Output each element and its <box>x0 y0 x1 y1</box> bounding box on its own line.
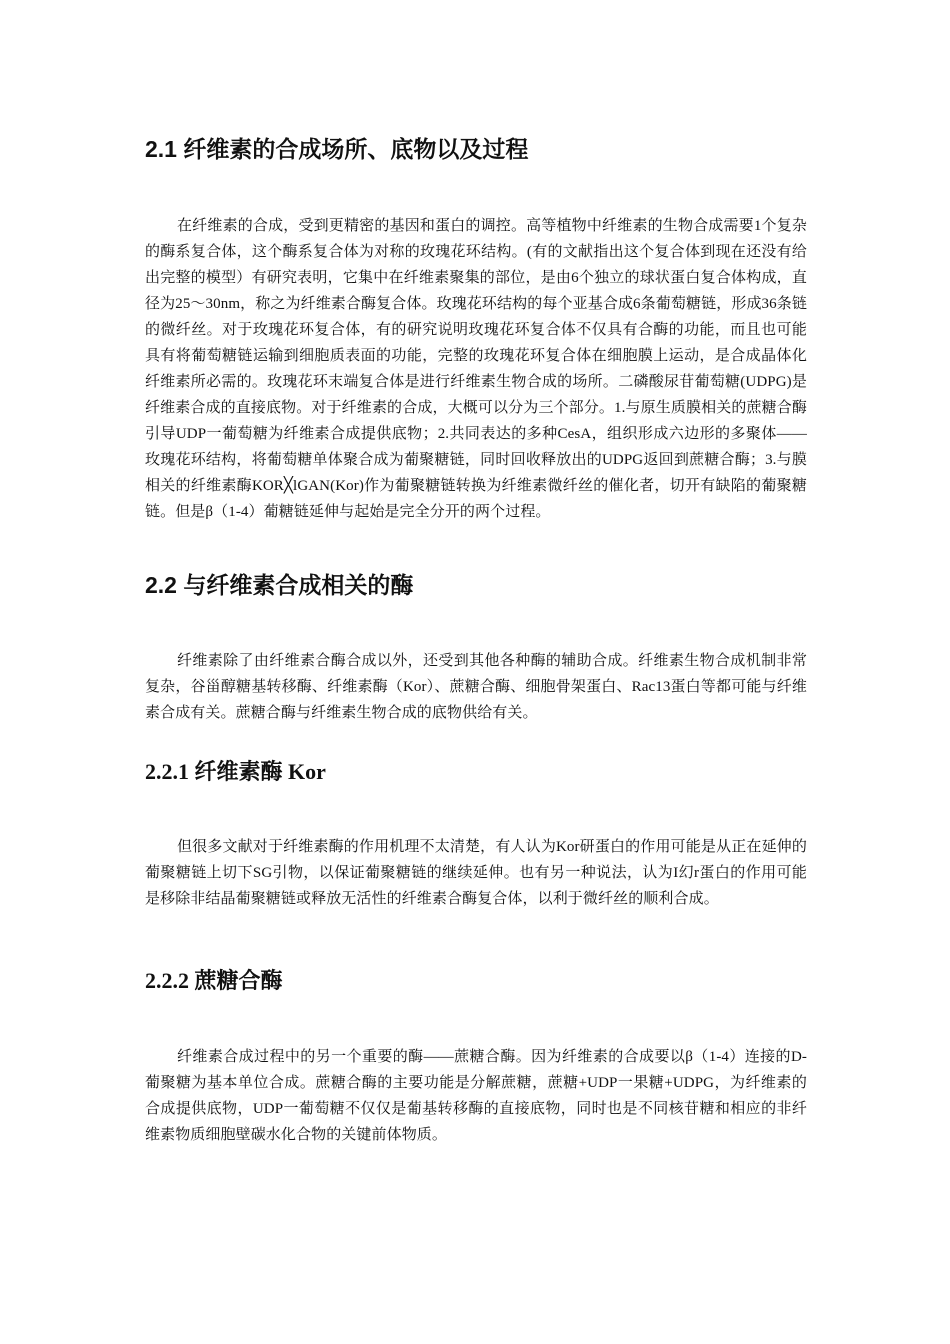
section-heading-2-2: 2.2 与纤维素合成相关的酶 <box>145 572 414 598</box>
section-heading-2-2-1: 2.2.1 纤维素酶 Kor <box>145 759 326 784</box>
section-heading-2-1: 2.1 纤维素的合成场所、底物以及过程 <box>145 136 529 162</box>
section-paragraph-2-2-1: 但很多文献对于纤维素酶的作用机理不太清楚，有人认为Kor研蛋白的作用可能是从正在延伸的葡聚糖链上切下SG引物，以保证葡聚糖链的继续延伸。也有另一种说法，认为I幻r蛋白的作用可能是移除非结晶葡聚糖链或释放无活性的纤维素合酶复合体，以利于微纤丝的顺利合成。 <box>145 839 807 907</box>
section-heading-2-2-2: 2.2.2 蔗糖合酶 <box>145 968 283 993</box>
section-paragraph-2-1: 在纤维素的合成，受到更精密的基因和蛋白的调控。高等植物中纤维素的生物合成需要1个复杂的酶系复合体，这个酶系复合体为对称的玫瑰花环结构。(有的文献指出这个复合体到现在还没有给出完整的模型）有研究表明，它集中在纤维素聚集的部位，是由6个独立的球状蛋白复合体构成，直径为25～30nm，称之为纤维素合酶复合体。玫瑰花环结构的每个亚基合成6条葡萄糖链，形成36条链的微纤丝。对于玫瑰花环复合体，有的研究说明玫瑰花环复合体不仅具有合酶的功能，而且也可能具有将葡萄糖链运输到细胞质表面的功能，完整的玫瑰花环复合体在细胞膜上运动，是合成晶体化纤维素所必需的。玫瑰花环末端复合体是进行纤维素生物合成的场所。二磷酸尿苷葡萄糖(UDPG)是纤维素合成的直接底物。对于纤维素的合成，大概可以分为三个部分。1.与原生质膜相关的蔗糖合酶引导UDP一葡萄糖为纤维素合成提供底物；2.共同表达的多种CesA，组织形成六边形的多聚体——玫瑰花环结构，将葡萄糖单体聚合成为葡聚糖链，同时回收释放出的UDPG返回到蔗糖合酶；3.与膜相关的纤维素酶KOR╳lGAN(Kor)作为葡聚糖链转换为纤维素微纤丝的催化者，切开有缺陷的葡聚糖链。但是β（1-4）葡糖链延伸与起始是完全分开的两个过程。 <box>145 218 807 520</box>
section-paragraph-2-2-2: 纤维素合成过程中的另一个重要的酶——蔗糖合酶。因为纤维素的合成要以β（1-4）连接的D-葡聚糖为基本单位合成。蔗糖合酶的主要功能是分解蔗糖，蔗糖+UDP一果糖+UDPG，为纤维素的合成提供底物，UDP一葡萄糖不仅仅是葡基转移酶的直接底物，同时也是不同核苷糖和相应的非纤维素物质细胞壁碳水化合物的关键前体物质。 <box>145 1049 807 1143</box>
section-paragraph-2-2: 纤维素除了由纤维素合酶合成以外，还受到其他各种酶的辅助合成。纤维素生物合成机制非常复杂，谷甾醇糖基转移酶、纤维素酶（Kor）、蔗糖合酶、细胞骨架蛋白、Rac13蛋白等都可能与纤维素合成有关。蔗糖合酶与纤维素生物合成的底物供给有关。 <box>145 653 807 721</box>
